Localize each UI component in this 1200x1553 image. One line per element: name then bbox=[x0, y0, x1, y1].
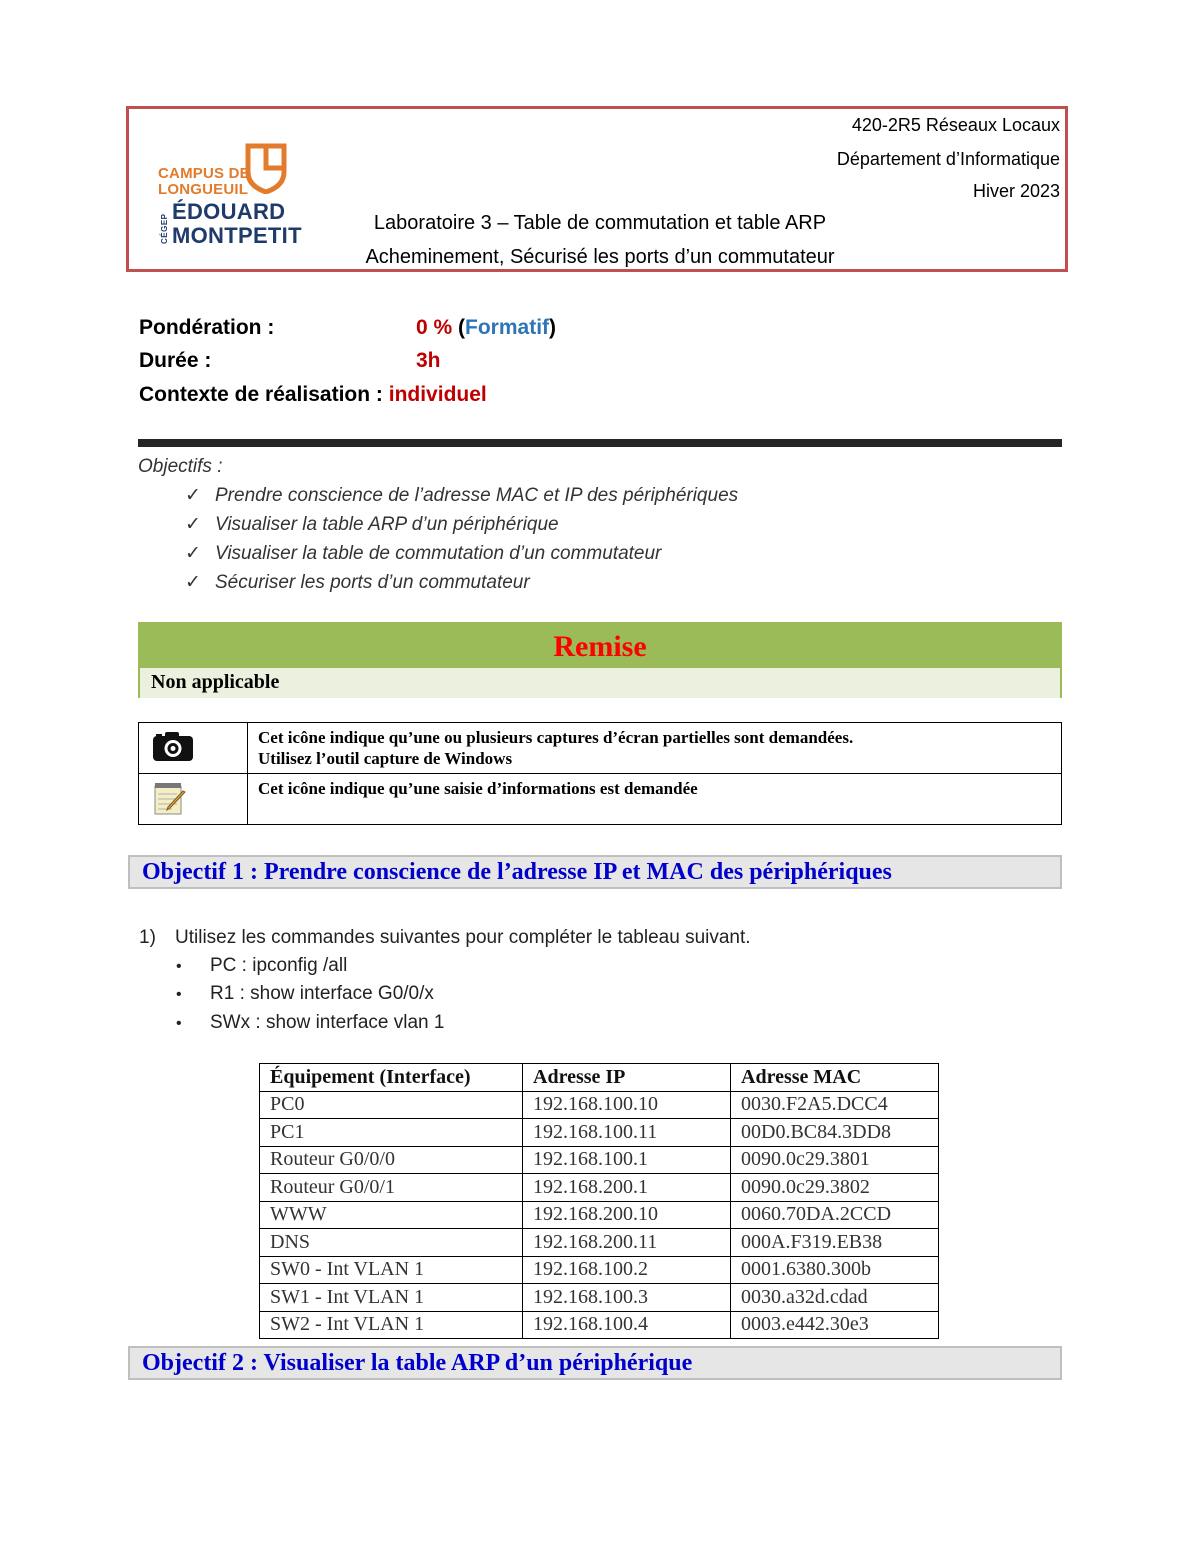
table-row bbox=[260, 1311, 939, 1339]
contexte-row bbox=[139, 383, 487, 407]
icon-legend-table bbox=[138, 722, 1062, 825]
camera-icon bbox=[152, 730, 194, 762]
column-header: Équipement (Interface) bbox=[260, 1064, 523, 1092]
legend-text-line1: Cet icône indique qu’une saisie d’informations est demandée bbox=[258, 779, 698, 798]
column-header: Adresse MAC bbox=[731, 1064, 939, 1092]
objective-item bbox=[185, 484, 738, 507]
table-row bbox=[260, 1174, 939, 1202]
shield-icon bbox=[244, 142, 288, 194]
paren-close: ) bbox=[549, 316, 557, 339]
objective-item bbox=[185, 571, 530, 594]
notepad-icon bbox=[152, 780, 188, 816]
table-cell: 0060.70DA.2CCD bbox=[731, 1201, 939, 1229]
table-cell: PC0 bbox=[260, 1091, 523, 1119]
contexte-value: individuel bbox=[388, 383, 487, 406]
logo-cegep: CÉGEP bbox=[160, 213, 169, 244]
table-cell: Routeur G0/0/0 bbox=[260, 1146, 523, 1174]
command-text: PC : ipconfig /all bbox=[210, 955, 348, 976]
remise-text: Non applicable bbox=[151, 671, 280, 693]
contexte-label: Contexte de réalisation : bbox=[139, 383, 383, 406]
table-cell: 192.168.100.1 bbox=[523, 1146, 731, 1174]
table-cell: SW0 - Int VLAN 1 bbox=[260, 1256, 523, 1284]
table-cell: 192.168.100.3 bbox=[523, 1284, 731, 1312]
duree-label: Durée : bbox=[139, 349, 212, 372]
table-cell: 00D0.BC84.3DD8 bbox=[731, 1119, 939, 1147]
legend-text-cell bbox=[248, 774, 1062, 825]
table-row bbox=[260, 1119, 939, 1147]
college-logo bbox=[158, 142, 318, 254]
ponderation-label: Pondération : bbox=[139, 316, 275, 339]
objective-text: Prendre conscience de l’adresse MAC et IP des périphériques bbox=[215, 485, 739, 506]
table-cell: 192.168.200.1 bbox=[523, 1174, 731, 1202]
table-cell: WWW bbox=[260, 1201, 523, 1229]
objective-text: Visualiser la table ARP d’un périphérique bbox=[215, 514, 559, 535]
logo-name-line2: MONTPETIT bbox=[172, 223, 302, 248]
bullet-icon: • bbox=[176, 1015, 182, 1032]
legend-text-line2: Utilisez l’outil capture de Windows bbox=[258, 749, 513, 768]
question-number: 1) bbox=[139, 927, 156, 948]
paren-open: ( bbox=[458, 316, 466, 339]
checkmark-icon: ✓ bbox=[185, 543, 201, 564]
objective-item bbox=[185, 542, 661, 565]
legend-text-cell bbox=[248, 723, 1062, 774]
course-code: 420-2R5 Réseaux Locaux bbox=[851, 115, 1060, 135]
objective-text: Visualiser la table de commutation d’un commutateur bbox=[215, 543, 662, 564]
table-cell: 0090.0c29.3802 bbox=[731, 1174, 939, 1202]
objective-item bbox=[185, 513, 559, 536]
table-cell: 192.168.100.10 bbox=[523, 1091, 731, 1119]
table-row bbox=[260, 1284, 939, 1312]
remise-box bbox=[138, 622, 1062, 698]
remise-body bbox=[140, 668, 1060, 698]
ponderation-percent: 0 % bbox=[416, 316, 453, 339]
checkmark-icon: ✓ bbox=[185, 485, 201, 506]
ponderation-value bbox=[416, 316, 556, 340]
bullet-icon: • bbox=[176, 958, 182, 975]
objectives-title: Objectifs : bbox=[138, 456, 223, 477]
table-cell: 0001.6380.300b bbox=[731, 1256, 939, 1284]
table-row bbox=[260, 1091, 939, 1119]
objective-text: Sécuriser les ports d’un commutateur bbox=[215, 572, 530, 593]
command-bullet bbox=[176, 983, 434, 1005]
department: Département d’Informatique bbox=[836, 149, 1060, 169]
section-heading-text: Objectif 2 : Visualiser la table ARP d’un périphérique bbox=[142, 1350, 693, 1376]
table-cell: 192.168.200.10 bbox=[523, 1201, 731, 1229]
legend-row bbox=[139, 723, 1062, 774]
table-cell: 000A.F319.EB38 bbox=[731, 1229, 939, 1257]
ponderation-type: Formatif bbox=[465, 316, 550, 339]
section-heading-text: Objectif 1 : Prendre conscience de l’adresse IP et MAC des périphériques bbox=[142, 859, 892, 885]
section-heading-objectif-2 bbox=[128, 1346, 1062, 1380]
table-cell: 192.168.100.4 bbox=[523, 1311, 731, 1339]
legend-icon-cell bbox=[139, 774, 248, 825]
table-row bbox=[260, 1229, 939, 1257]
table-cell: Routeur G0/0/1 bbox=[260, 1174, 523, 1202]
table-row bbox=[260, 1201, 939, 1229]
table-cell: 0003.e442.30e3 bbox=[731, 1311, 939, 1339]
logo-campus-line2: LONGUEUIL bbox=[158, 181, 249, 198]
table-row bbox=[260, 1256, 939, 1284]
duree-value: 3h bbox=[416, 349, 441, 372]
table-cell: 0030.F2A5.DCC4 bbox=[731, 1091, 939, 1119]
table-cell: 0030.a32d.cdad bbox=[731, 1284, 939, 1312]
session: Hiver 2023 bbox=[972, 181, 1060, 201]
table-cell: 192.168.200.11 bbox=[523, 1229, 731, 1257]
table-cell: 192.168.100.2 bbox=[523, 1256, 731, 1284]
remise-title: Remise bbox=[553, 630, 647, 663]
command-text: R1 : show interface G0/0/x bbox=[210, 983, 434, 1004]
table-cell: 0090.0c29.3801 bbox=[731, 1146, 939, 1174]
lab-subtitle: Acheminement, Sécurisé les ports d’un commutateur bbox=[365, 246, 835, 268]
bullet-icon: • bbox=[176, 986, 182, 1003]
command-bullet bbox=[176, 1012, 444, 1034]
checkmark-icon: ✓ bbox=[185, 572, 201, 593]
address-table bbox=[259, 1063, 939, 1339]
section-heading-objectif-1 bbox=[128, 855, 1062, 889]
table-cell: PC1 bbox=[260, 1119, 523, 1147]
remise-header bbox=[140, 624, 1060, 668]
legend-row bbox=[139, 774, 1062, 825]
command-bullet bbox=[176, 955, 347, 977]
table-cell: DNS bbox=[260, 1229, 523, 1257]
logo-name-line1: ÉDOUARD bbox=[172, 199, 286, 224]
legend-text-line1: Cet icône indique qu’une ou plusieurs captures d’écran partielles sont demandées. bbox=[258, 728, 854, 747]
table-header-row bbox=[260, 1064, 939, 1092]
legend-icon-cell bbox=[139, 723, 248, 774]
lab-title: Laboratoire 3 – Table de commutation et table ARP bbox=[373, 212, 827, 234]
command-text: SWx : show interface vlan 1 bbox=[210, 1012, 445, 1033]
table-cell: SW1 - Int VLAN 1 bbox=[260, 1284, 523, 1312]
table-cell: 192.168.100.11 bbox=[523, 1119, 731, 1147]
logo-campus-line1: CAMPUS DE bbox=[158, 165, 250, 182]
checkmark-icon: ✓ bbox=[185, 514, 201, 535]
column-header: Adresse IP bbox=[523, 1064, 731, 1092]
table-cell: SW2 - Int VLAN 1 bbox=[260, 1311, 523, 1339]
table-row bbox=[260, 1146, 939, 1174]
question-text: Utilisez les commandes suivantes pour compléter le tableau suivant. bbox=[175, 927, 751, 948]
horizontal-rule bbox=[138, 439, 1062, 447]
